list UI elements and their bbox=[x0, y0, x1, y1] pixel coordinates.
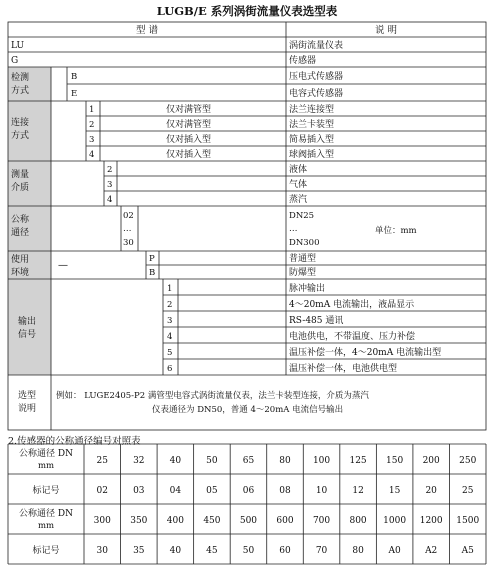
mk2-cell: 50 bbox=[242, 546, 255, 556]
dn2-cell: 1200 bbox=[419, 516, 443, 526]
mk2-cell: 45 bbox=[206, 546, 218, 556]
desc-output-4: 电池供电，不带温度、压力补偿 bbox=[289, 332, 416, 342]
dn-header: 公称通径 DN bbox=[19, 449, 73, 459]
desc-detect-b: 压电式传感器 bbox=[289, 72, 344, 82]
code-output-2: 2 bbox=[167, 300, 173, 310]
desc-medium-2: 液体 bbox=[289, 165, 308, 175]
label-line: 连接 bbox=[11, 118, 30, 128]
code-connect-1: 1 bbox=[89, 105, 95, 115]
mk1-cell: 15 bbox=[388, 486, 401, 496]
dn2-cell: 500 bbox=[239, 516, 258, 526]
header-desc: 说 明 bbox=[374, 25, 398, 36]
desc-connect-3: 简易插入型 bbox=[289, 135, 335, 145]
dn2-cell: 450 bbox=[203, 516, 221, 526]
desc-output-5: 温压补偿一体，4～20mA 电流输出型 bbox=[289, 348, 442, 358]
code-output-4: 4 bbox=[167, 332, 173, 342]
desc-output-6: 温压补偿一体，电池供电型 bbox=[289, 364, 398, 374]
dn1-cell: 50 bbox=[206, 456, 218, 466]
dn2-cell: 1500 bbox=[456, 516, 480, 526]
code-output-3: 3 bbox=[167, 316, 173, 326]
desc-output-1: 脉冲输出 bbox=[289, 284, 326, 294]
dn1-cell: 100 bbox=[312, 456, 331, 466]
code-detect-b: B bbox=[71, 72, 78, 82]
type-connect-4: 仅对插入型 bbox=[166, 150, 212, 160]
mk2-cell: 35 bbox=[133, 546, 145, 556]
mk2-cell: 70 bbox=[315, 546, 328, 556]
mk2-cell: 80 bbox=[352, 546, 364, 556]
label-example bbox=[18, 389, 36, 414]
dn-header: 公称通径 DN bbox=[19, 509, 73, 519]
desc-diameter-max: DN300 bbox=[289, 238, 320, 248]
code-env-p: P bbox=[149, 254, 155, 264]
mk1-cell: 10 bbox=[315, 486, 328, 496]
label-line: 选型 bbox=[18, 391, 37, 401]
desc-connect-4: 球阀插入型 bbox=[289, 150, 335, 160]
code-diameter-min: 02 bbox=[123, 211, 134, 221]
dn1-cell: 200 bbox=[422, 456, 440, 466]
label-line: 输出 bbox=[18, 317, 37, 327]
code-env-b: B bbox=[149, 268, 156, 278]
code-output-5: 5 bbox=[167, 348, 173, 358]
label-line: 说明 bbox=[18, 404, 37, 414]
example-line-2: 仪表通径为 DN50，普通 4～20mA 电流信号输出 bbox=[152, 405, 344, 415]
code-g: G bbox=[11, 56, 19, 66]
desc-lu: 涡街流量仪表 bbox=[289, 41, 344, 51]
code-medium-4: 4 bbox=[107, 195, 113, 205]
dn2-cell: 300 bbox=[93, 516, 111, 526]
code-connect-4: 4 bbox=[89, 150, 95, 160]
code-diameter-ellipsis: … bbox=[123, 224, 132, 234]
desc-connect-2: 法兰卡装型 bbox=[289, 120, 335, 130]
dn1-cell: 250 bbox=[459, 456, 477, 466]
mk2-cell: 60 bbox=[279, 546, 291, 556]
mk1-cell: 12 bbox=[352, 486, 364, 496]
dn2-cell: 400 bbox=[166, 516, 184, 526]
env-dash: — bbox=[58, 260, 68, 271]
label-line: 方式 bbox=[11, 131, 30, 141]
code-output-6: 6 bbox=[167, 364, 173, 374]
dn1-cell: 32 bbox=[133, 456, 145, 466]
dn2-cell: 350 bbox=[130, 516, 148, 526]
mark-header: 标记号 bbox=[32, 486, 60, 496]
code-lu: LU bbox=[11, 41, 25, 51]
mark-header: 标记号 bbox=[32, 546, 60, 556]
mk2-cell: A2 bbox=[425, 546, 438, 556]
mk2-cell: 40 bbox=[169, 546, 182, 556]
desc-env-p: 普通型 bbox=[289, 254, 317, 264]
header-model: 型 谱 bbox=[135, 25, 159, 36]
code-detect-e: E bbox=[71, 89, 78, 99]
code-medium-3: 3 bbox=[107, 180, 113, 190]
label-line: 公称 bbox=[11, 215, 30, 225]
document-title: LUGB/E 系列涡街流量仪表选型表 bbox=[156, 4, 338, 18]
label-line: 介质 bbox=[11, 183, 30, 193]
mk1-cell: 08 bbox=[279, 486, 291, 496]
dn1-cell: 65 bbox=[242, 456, 255, 466]
desc-detect-e: 电容式传感器 bbox=[289, 89, 344, 99]
label-line: 检测 bbox=[11, 73, 30, 83]
section2-title: 2.传感器的公称通径编号对照表 bbox=[8, 436, 141, 447]
desc-connect-1: 法兰连接型 bbox=[289, 105, 335, 115]
type-connect-3: 仅对插入型 bbox=[166, 135, 212, 145]
desc-g: 传感器 bbox=[289, 56, 317, 66]
label-line: 测量 bbox=[11, 170, 30, 180]
type-connect-1: 仅对满管型 bbox=[166, 105, 212, 115]
mk1-cell: 20 bbox=[425, 486, 437, 496]
mk1-cell: 04 bbox=[169, 486, 182, 496]
mk2-cell: A5 bbox=[461, 546, 474, 556]
label-line: 环境 bbox=[11, 268, 30, 278]
dn2-cell: 1000 bbox=[383, 516, 407, 526]
label-line: 通径 bbox=[11, 228, 30, 238]
desc-env-b: 防爆型 bbox=[289, 268, 317, 278]
code-diameter-max: 30 bbox=[123, 238, 134, 248]
dn1-cell: 80 bbox=[279, 456, 291, 466]
mk1-cell: 02 bbox=[96, 486, 108, 496]
mk1-cell: 25 bbox=[462, 486, 474, 496]
desc-medium-3: 气体 bbox=[289, 180, 308, 190]
mk2-cell: A0 bbox=[388, 546, 401, 556]
desc-medium-4: 蒸汽 bbox=[289, 195, 308, 205]
code-connect-3: 3 bbox=[89, 135, 95, 145]
mk2-cell: 30 bbox=[96, 546, 108, 556]
dn-unit: mm bbox=[37, 521, 55, 531]
label-line: 信号 bbox=[18, 330, 37, 340]
desc-diameter-min: DN25 bbox=[289, 211, 315, 221]
dn-unit: mm bbox=[37, 461, 55, 471]
dn2-cell: 800 bbox=[349, 516, 367, 526]
example-line-1: 例如： LUGE2405-P2 满管型电容式涡街流量仪表，法兰卡装型连接，介质为蒸汽 bbox=[56, 391, 369, 401]
type-connect-2: 仅对满管型 bbox=[166, 120, 212, 130]
desc-output-3: RS-485 通讯 bbox=[289, 316, 344, 326]
label-line: 使用 bbox=[11, 255, 30, 265]
dn1-cell: 40 bbox=[169, 456, 182, 466]
mk1-cell: 05 bbox=[206, 486, 218, 496]
desc-output-2: 4～20mA 电流输出，液晶显示 bbox=[289, 300, 415, 310]
diameter-unit: 单位：mm bbox=[375, 226, 417, 236]
code-connect-2: 2 bbox=[89, 120, 95, 130]
dn2-cell: 600 bbox=[276, 516, 294, 526]
mk1-cell: 06 bbox=[242, 486, 255, 496]
label-line: 方式 bbox=[11, 86, 30, 96]
dn1-cell: 150 bbox=[386, 456, 404, 466]
dn2-cell: 700 bbox=[312, 516, 331, 526]
dn1-cell: 125 bbox=[349, 456, 367, 466]
desc-diameter-ellipsis: … bbox=[289, 224, 298, 234]
label-shade-output bbox=[8, 279, 51, 375]
mk1-cell: 03 bbox=[133, 486, 145, 496]
dn1-cell: 25 bbox=[96, 456, 108, 466]
code-output-1: 1 bbox=[167, 284, 173, 294]
code-medium-2: 2 bbox=[107, 165, 113, 175]
